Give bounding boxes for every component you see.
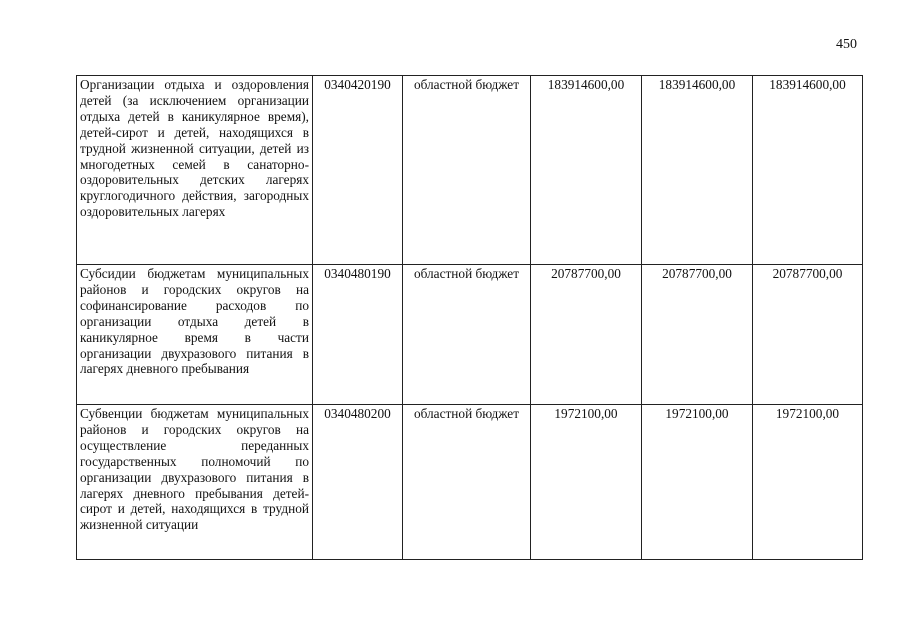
table-row	[77, 405, 863, 560]
table-row	[77, 265, 863, 405]
row-amount-3: 183914600,00	[753, 76, 863, 265]
row-description: Субсидии бюджетам муниципальных районов и городских округов на софинансирование расходов по организации отдыха детей в каникулярное время в части организации двухразового питания в лагерях дневного пребывания	[77, 265, 313, 405]
row-funding-source: областной бюджет	[403, 405, 531, 560]
row-code: 0340480190	[313, 265, 403, 405]
row-amount-3: 20787700,00	[753, 265, 863, 405]
row-amount-1: 20787700,00	[531, 265, 642, 405]
row-funding-source: областной бюджет	[403, 76, 531, 265]
row-code: 0340420190	[313, 76, 403, 265]
row-amount-3: 1972100,00	[753, 405, 863, 560]
row-amount-1: 1972100,00	[531, 405, 642, 560]
row-amount-2: 183914600,00	[642, 76, 753, 265]
table-row	[77, 76, 863, 265]
row-description: Субвенции бюджетам муниципальных районов и городских округов на осуществление переданных государственных полномочий по организации двухразового питания в лагерях дневного пребывания детей-сирот и детей, находящихся в трудной жизненной ситуации	[77, 405, 313, 560]
row-amount-2: 1972100,00	[642, 405, 753, 560]
budget-table	[76, 75, 863, 560]
row-amount-1: 183914600,00	[531, 76, 642, 265]
row-description: Организации отдыха и оздоровления детей (за исключением организации отдыха детей в каникулярное время), детей-сирот и детей, находящихся в трудной жизненной ситуации, детей из многодетных семей в санаторно-оздоровительных детских лагерях круглогодичного действия, загородных оздоровительных лагерях	[77, 76, 313, 265]
page-number: 450	[836, 37, 857, 52]
row-code: 0340480200	[313, 405, 403, 560]
row-amount-2: 20787700,00	[642, 265, 753, 405]
row-funding-source: областной бюджет	[403, 265, 531, 405]
